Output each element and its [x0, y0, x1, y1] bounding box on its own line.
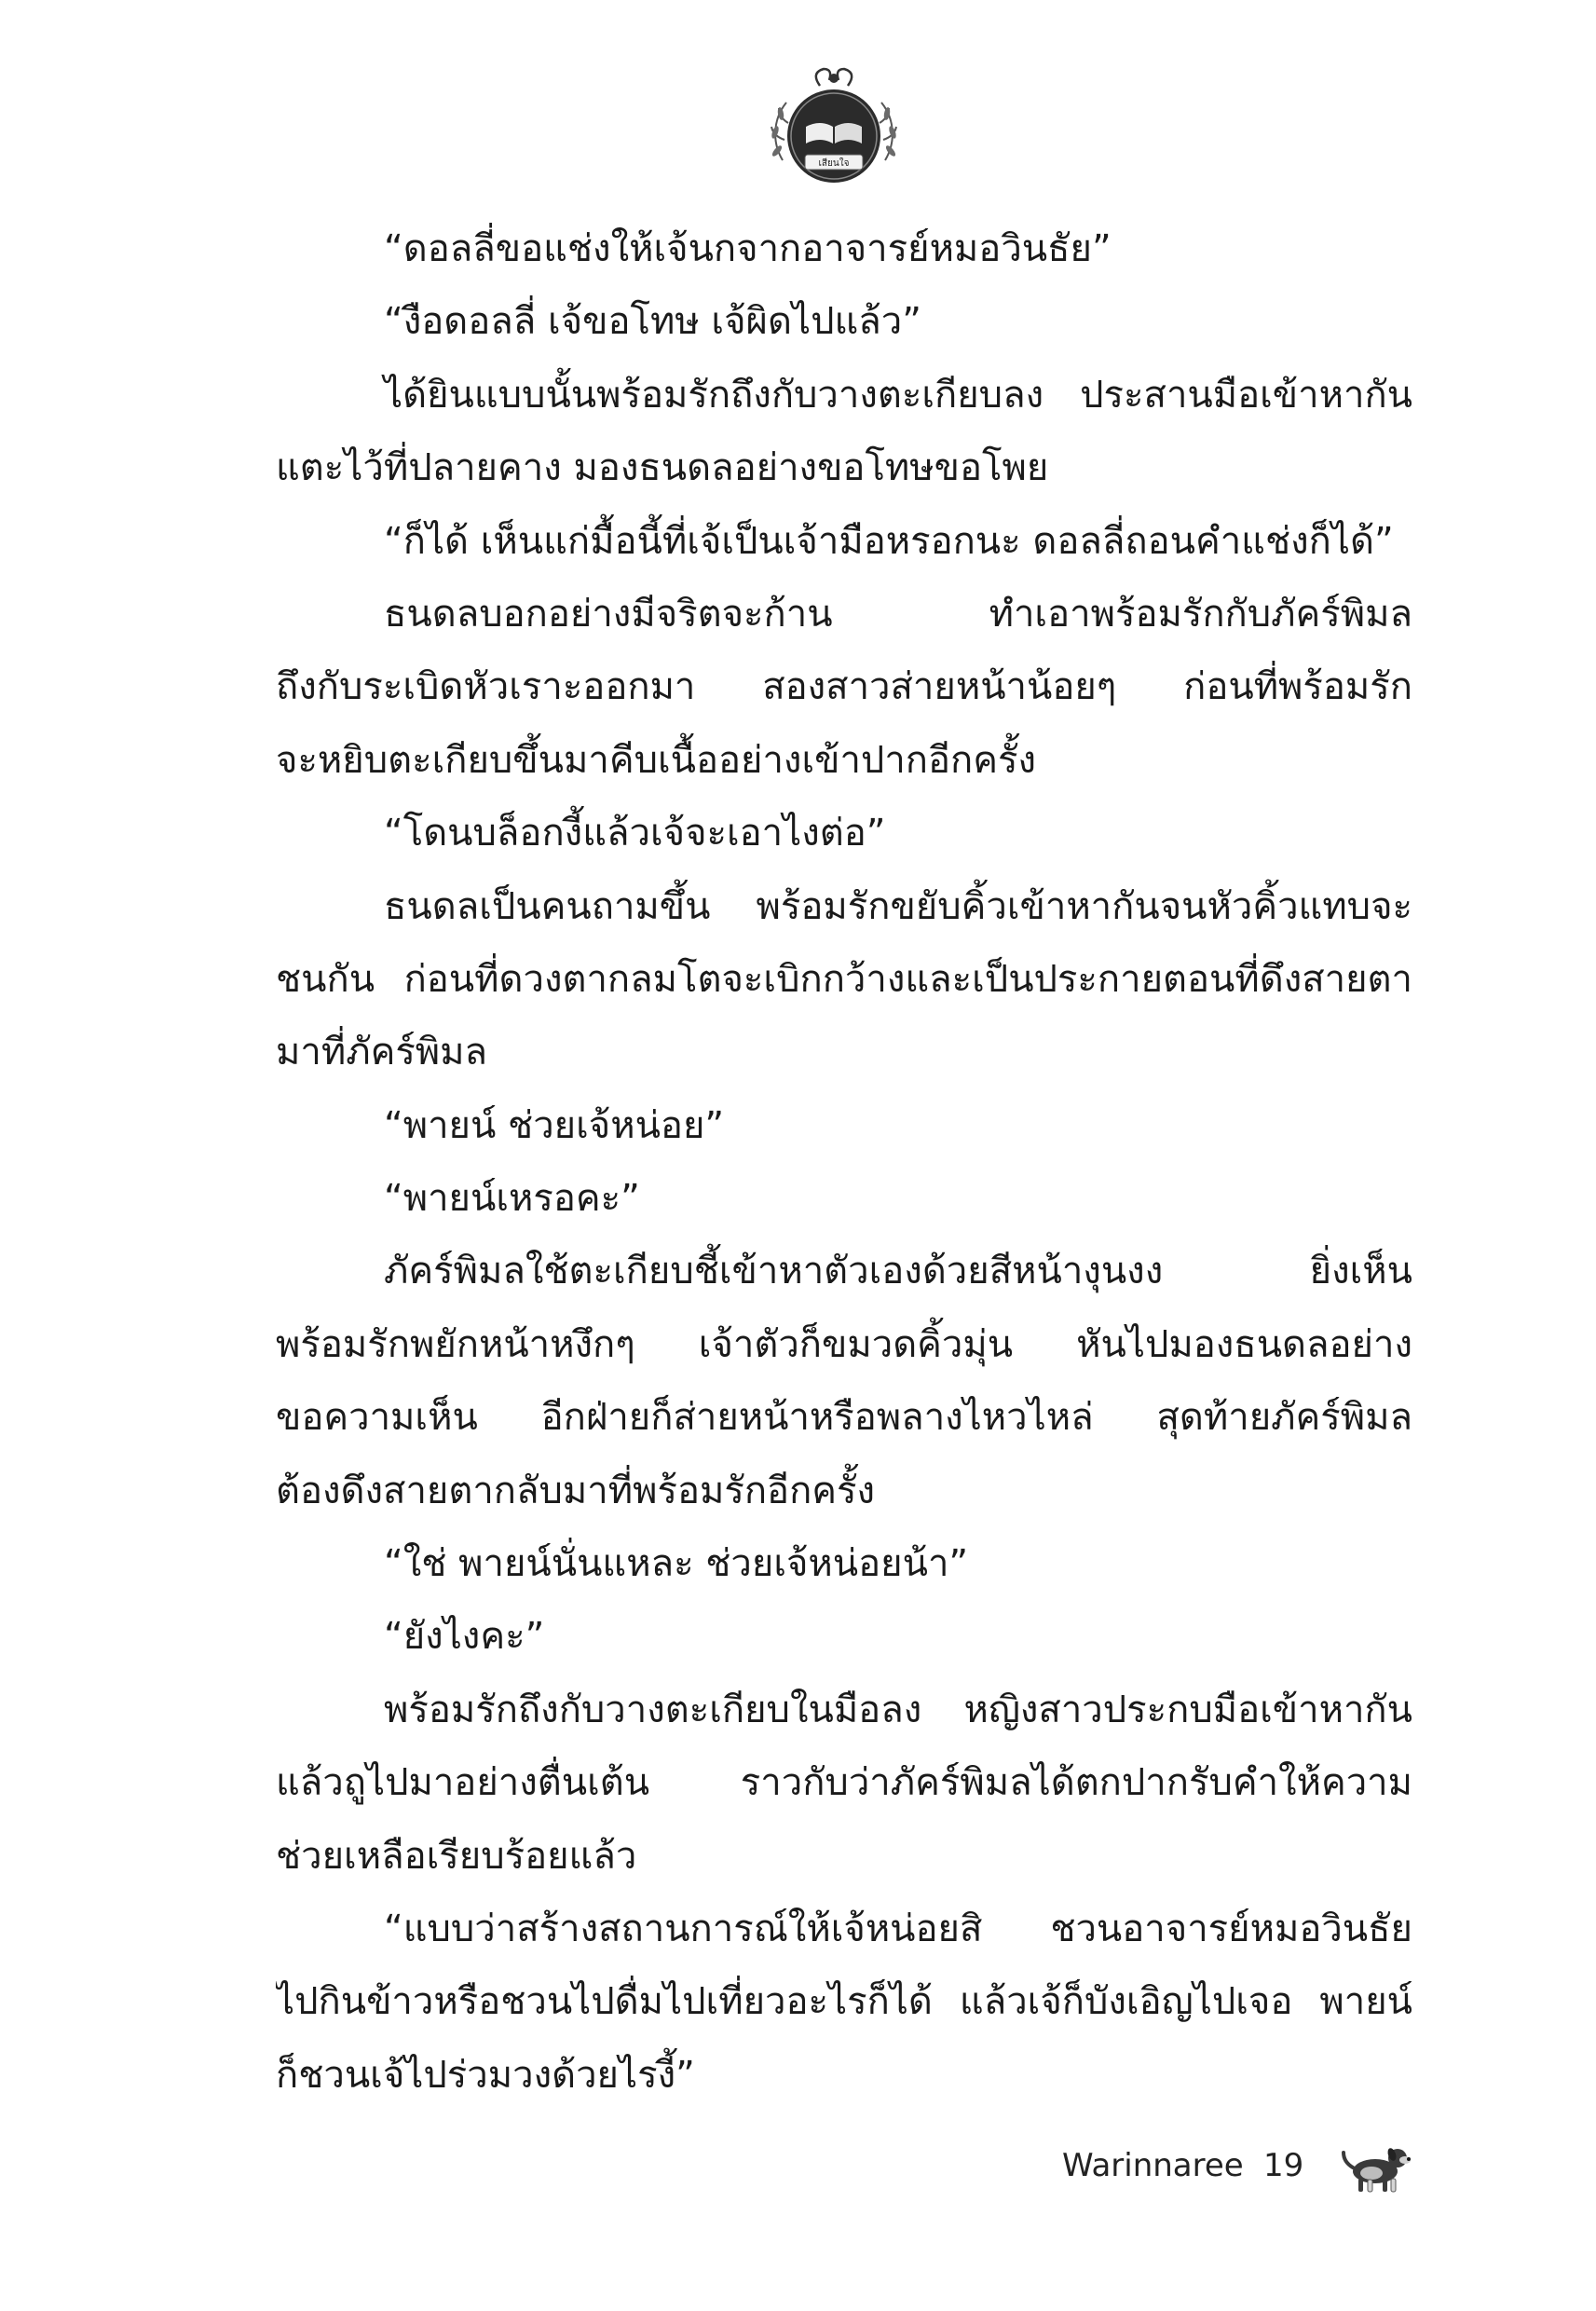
text-line: ก็ชวนเจ้ไปร่วมวงด้วยไรงี้”: [276, 2053, 695, 2097]
text-line: จะหยิบตะเกียบขึ้นมาคีบเนื้ออย่างเข้าปากอีกครั้ง: [276, 738, 1037, 782]
text-line: ชนกัน ก่อนที่ดวงตากลมโตจะเบิกกว้างและเป็นประกายตอนที่ดึงสายตา: [276, 957, 1412, 1001]
text-line: “แบบว่าสร้างสถานการณ์ให้เจ้หน่อยสิ ชวนอาจารย์หมอวินธัย: [384, 1907, 1412, 1950]
text-line: “พายน์ ช่วยเจ้หน่อย”: [384, 1103, 725, 1147]
text-line: “ก็ได้ เห็นแก่มื้อนี้ที่เจ้เป็นเจ้ามือหรอกนะ ดอลลี่ถอนคำแช่งก็ได้”: [384, 519, 1394, 563]
text-line: มาที่ภัคร์พิมล: [276, 1031, 488, 1074]
book-emblem-icon: [764, 58, 904, 198]
text-line: “ดอลลี่ขอแช่งให้เจ้นกจากอาจารย์หมอวินธัย”: [384, 227, 1112, 270]
text-line: ได้ยินแบบนั้นพร้อมรักถึงกับวางตะเกียบลง ประสานมือเข้าหากัน: [384, 373, 1412, 417]
text-line: “ใช่ พายน์นั่นแหละ ช่วยเจ้หน่อยน้า”: [384, 1542, 969, 1586]
dog-icon: [1340, 2140, 1412, 2195]
text-line: พร้อมรักถึงกับวางตะเกียบในมือลง หญิงสาวประกบมือเข้าหากัน: [384, 1688, 1412, 1731]
text-line: ธนดลเป็นคนถามขึ้น พร้อมรักขยับคิ้วเข้าหากันจนหัวคิ้วแทบจะ: [384, 884, 1412, 928]
text-line: ช่วยเหลือเรียบร้อยแล้ว: [276, 1834, 637, 1878]
page-footer: [1044, 2136, 1435, 2210]
text-line: “งือดอลลี่ เจ้ขอโทษ เจ้ผิดไปแล้ว”: [384, 300, 921, 344]
emblem-label: เสียนใจ: [818, 158, 850, 169]
text-line: แตะไว้ที่ปลายคาง มองธนดลอย่างขอโทษขอโพย: [276, 446, 1049, 490]
text-line: ถึงกับระเบิดหัวเราะออกมา สองสาวส่ายหน้าน้อยๆ ก่อนที่พร้อมรัก: [276, 665, 1412, 709]
text-line: ต้องดึงสายตากลับมาที่พร้อมรักอีกครั้ง: [276, 1469, 876, 1512]
text-line: แล้วถูไปมาอย่างตื่นเต้น ราวกับว่าภัคร์พิมลได้ตกปากรับคำให้ความ: [276, 1761, 1412, 1805]
text-line: ธนดลบอกอย่างมีจริตจะก้าน ทำเอาพร้อมรักกับภัคร์พิมล: [384, 592, 1412, 636]
text-line: “ยังไงคะ”: [384, 1615, 545, 1659]
footer-author: Warinnaree: [1062, 2147, 1244, 2184]
text-line: ไปกินข้าวหรือชวนไปดื่มไปเที่ยวอะไรก็ได้ แล้วเจ้ก็บังเอิญไปเจอ พายน์: [276, 1980, 1412, 2024]
text-line: ภัคร์พิมลใช้ตะเกียบชี้เข้าหาตัวเองด้วยสีหน้างุนงง ยิ่งเห็น: [384, 1250, 1412, 1293]
text-line: พร้อมรักพยักหน้าหงึกๆ เจ้าตัวก็ขมวดคิ้วมุ่น หันไปมองธนดลอย่าง: [276, 1322, 1412, 1366]
page-number: 19: [1263, 2147, 1304, 2184]
text-line: “โดนบล็อกงี้แล้วเจ้จะเอาไงต่อ”: [384, 812, 886, 855]
text-line: ขอความเห็น อีกฝ่ายก็ส่ายหน้าหรือพลางไหวไหล่ สุดท้ายภัคร์พิมล: [276, 1396, 1412, 1440]
text-line: “พายน์เหรอคะ”: [384, 1177, 640, 1221]
page-body-text: [276, 212, 1412, 2112]
